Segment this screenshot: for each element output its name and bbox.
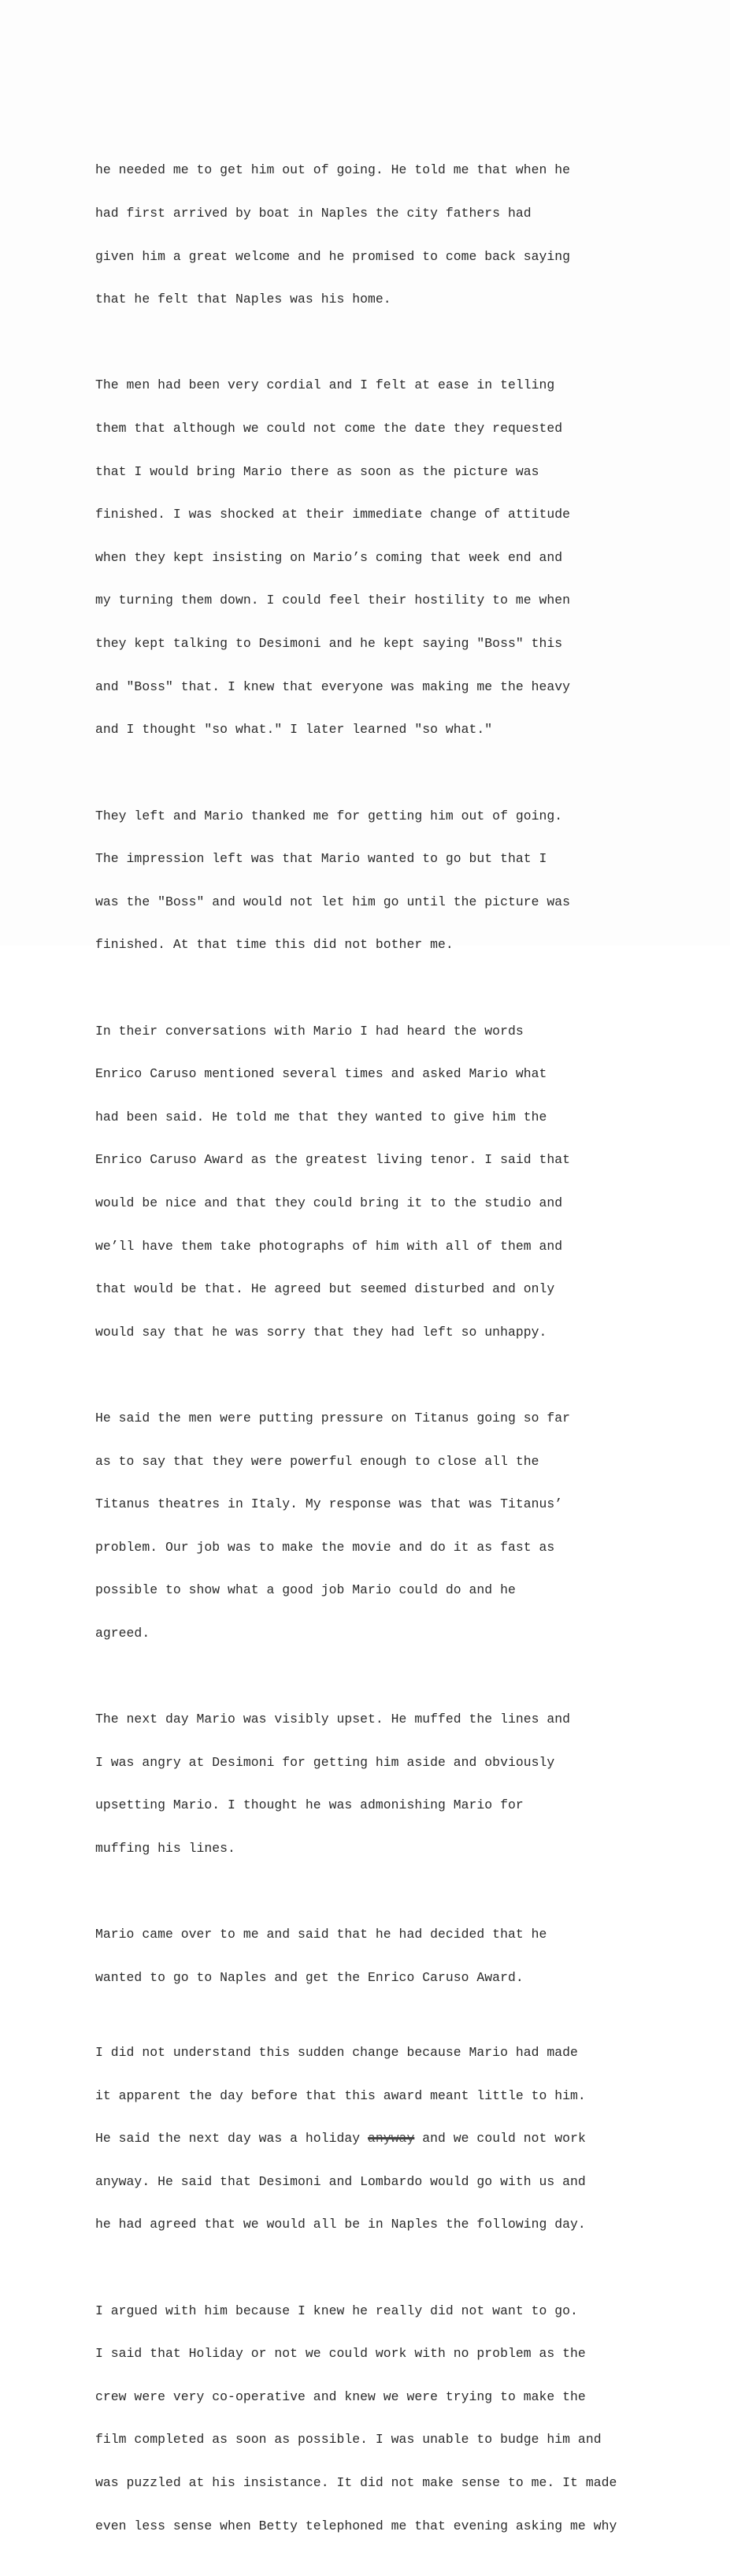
paragraph-2	[95, 350, 678, 766]
text-line: The men had been very cordial and I felt at ease in telling	[95, 377, 555, 393]
text-line: when they kept insisting on Mario’s coming that week end and	[95, 549, 563, 565]
text-line: had first arrived by boat in Naples the city fathers had	[95, 206, 532, 221]
text-line: finished. I was shocked at their immediate change of attitude	[95, 507, 571, 522]
paragraph-8	[95, 2017, 678, 2261]
text-line: muffing his lines.	[95, 1841, 235, 1857]
text-line: we’ll have them take photographs of him with all of them and	[95, 1238, 563, 1254]
text-line: would say that he was sorry that they had left so unhappy.	[95, 1324, 547, 1340]
text-line: I was angry at Desimoni for getting him aside and obviously	[95, 1754, 555, 1770]
text-line: Titanus theatres in Italy. My response was that was Titanus’	[95, 1496, 563, 1512]
text-line: film completed as soon as possible. I was unable to budge him and	[95, 2432, 602, 2448]
text-line: had been said. He told me that they wanted to give him the	[95, 1109, 547, 1124]
text-line: was the "Boss" and would not let him go until the picture was	[95, 894, 571, 909]
paragraph-6	[95, 1684, 678, 1885]
text-line: that I would bring Mario there as soon as the picture was	[95, 463, 539, 479]
text-line: Enrico Caruso Award as the greatest living tenor. I said that	[95, 1152, 571, 1168]
paragraph-3	[95, 780, 678, 981]
text-line: and "Boss" that. I knew that everyone was making me the heavy	[95, 678, 571, 694]
text-line: my turning them down. I could feel their hostility to me when	[95, 593, 571, 608]
text-line: finished. At that time this did not bother me.	[95, 937, 454, 953]
text-line: as to say that they were powerful enough to close all the	[95, 1453, 539, 1469]
text-line: upsetting Mario. I thought he was admonishing Mario for	[95, 1797, 524, 1813]
text-line-with-strike	[95, 2132, 678, 2146]
text-line: The next day Mario was visibly upset. He muffed the lines and	[95, 1712, 571, 1727]
text-line: was puzzled at his insistance. It did not make sense to me. It made	[95, 2475, 617, 2490]
text-line: it apparent the day before that this award meant little to him.	[95, 2087, 586, 2103]
text-line: that he felt that Naples was his home.	[95, 292, 391, 307]
text-line: The impression left was that Mario wanted to go but that I	[95, 851, 547, 867]
text-line: I did not understand this sudden change because Mario had made	[95, 2044, 578, 2060]
text-line: problem. Our job was to make the movie and do it as fast as	[95, 1539, 555, 1555]
text-line: In their conversations with Mario I had heard the words	[95, 1023, 524, 1039]
line-start: He said the next day was a holiday	[95, 2131, 369, 2147]
text-line: Enrico Caruso mentioned several times and asked Mario what	[95, 1066, 547, 1082]
text-line: They left and Mario thanked me for getting him out of going.	[95, 808, 563, 823]
text-line: that would be that. He agreed but seemed disturbed and only	[95, 1281, 555, 1297]
paragraph-5	[95, 1383, 678, 1670]
paragraph-4	[95, 995, 678, 1368]
text-line: He said the men were putting pressure on Titanus going so far	[95, 1411, 571, 1426]
paragraph-7	[95, 1899, 678, 2014]
text-line: they kept talking to Desimoni and he kept saying "Boss" this	[95, 636, 563, 652]
text-line: he needed me to get him out of going. He told me that when he	[95, 162, 571, 178]
paragraph-1	[95, 135, 678, 336]
text-line: he had agreed that we would all be in Naples the following day.	[95, 2217, 586, 2232]
text-line: agreed.	[95, 1626, 150, 1641]
paragraph-9	[95, 2275, 678, 2562]
text-line: wanted to go to Naples and get the Enrico Caruso Award.	[95, 1969, 524, 1985]
struck-word: anyway	[368, 2131, 415, 2147]
text-line: possible to show what a good job Mario could do and he	[95, 1582, 516, 1598]
text-line: and I thought "so what." I later learned "so what."	[95, 722, 493, 738]
text-line: given him a great welcome and he promised to come back saying	[95, 248, 571, 264]
text-line: them that although we could not come the date they requested	[95, 421, 563, 437]
text-line: even less sense when Betty telephoned me that evening asking me why	[95, 2518, 617, 2533]
text-line: would be nice and that they could bring it to the studio and	[95, 1195, 563, 1210]
text-line: anyway. He said that Desimoni and Lombardo would go with us and	[95, 2173, 586, 2189]
text-line: Mario came over to me and said that he had decided that he	[95, 1927, 547, 1942]
text-line: I argued with him because I knew he really did not want to go.	[95, 2303, 578, 2318]
text-line: I said that Holiday or not we could work with no problem as the	[95, 2346, 586, 2362]
document-body	[95, 135, 678, 2576]
line-rest: and we could not work	[414, 2131, 586, 2147]
text-line: crew were very co-operative and knew we were trying to make the	[95, 2388, 586, 2404]
